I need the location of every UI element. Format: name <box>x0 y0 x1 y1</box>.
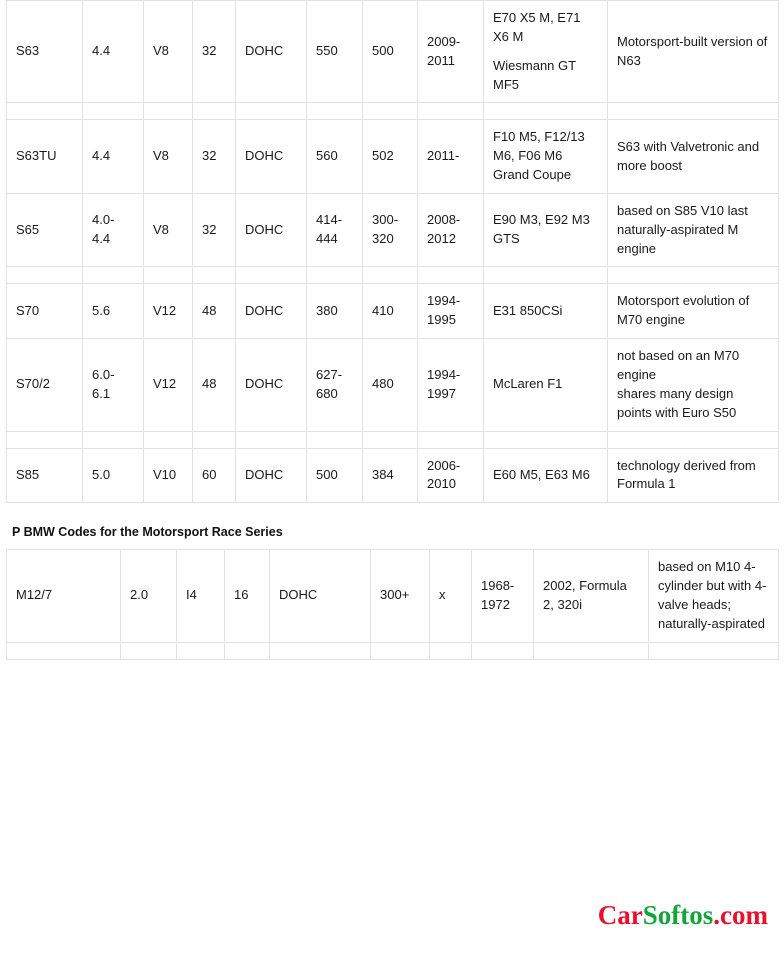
table-spacer-row <box>7 267 779 284</box>
table-row <box>7 193 779 267</box>
cell-years: 1994- 1995 <box>418 284 484 339</box>
cell-code: S70/2 <box>7 339 83 431</box>
cell-code: S65 <box>7 193 83 267</box>
cell-torque: 384 <box>363 448 418 503</box>
cell-valvetrain: DOHC <box>236 339 307 431</box>
cell-models: E90 M3, E92 M3 GTS <box>484 193 608 267</box>
cell-models: McLaren F1 <box>484 339 608 431</box>
cell-power: 550 <box>307 1 363 103</box>
cell-power: 500 <box>307 448 363 503</box>
cell-valvetrain: DOHC <box>236 193 307 267</box>
cell-layout: V12 <box>144 284 193 339</box>
cell-torque: x <box>430 550 472 642</box>
cell-valvetrain: DOHC <box>236 448 307 503</box>
cell-valvetrain: DOHC <box>236 284 307 339</box>
cell-power: 627- 680 <box>307 339 363 431</box>
table-row <box>7 284 779 339</box>
watermark-car: Car <box>597 900 643 930</box>
cell-displacement: 4.4 <box>83 120 144 194</box>
cell-valvetrain: DOHC <box>236 1 307 103</box>
cell-years: 2011- <box>418 120 484 194</box>
cell-power: 560 <box>307 120 363 194</box>
site-watermark <box>598 900 768 931</box>
table-row <box>7 339 779 431</box>
cell-displacement: 5.0 <box>83 448 144 503</box>
cell-torque: 410 <box>363 284 418 339</box>
cell-valves: 32 <box>193 120 236 194</box>
cell-notes: based on S85 V10 last naturally-aspirated M engine <box>608 193 779 267</box>
cell-layout: V12 <box>144 339 193 431</box>
bmw-engine-codes-table <box>6 0 779 503</box>
cell-valves: 48 <box>193 284 236 339</box>
cell-notes: Motorsport-built version of N63 <box>608 1 779 103</box>
cell-displacement: 5.6 <box>83 284 144 339</box>
race-series-section-title: P BMW Codes for the Motorsport Race Series <box>12 525 283 540</box>
cell-torque: 480 <box>363 339 418 431</box>
table-row <box>7 550 779 642</box>
cell-displacement: 4.4 <box>83 1 144 103</box>
cell-years: 2006- 2010 <box>418 448 484 503</box>
cell-notes: based on M10 4-cylinder but with 4-valve heads; naturally-aspirated <box>649 550 779 642</box>
cell-years: 2008- 2012 <box>418 193 484 267</box>
table-spacer-row <box>7 103 779 120</box>
cell-years: 2009- 2011 <box>418 1 484 103</box>
cell-valvetrain: DOHC <box>236 120 307 194</box>
cell-layout: V8 <box>144 193 193 267</box>
line-gap <box>493 47 598 57</box>
table-spacer-row <box>7 431 779 448</box>
cell-valvetrain: DOHC <box>270 550 371 642</box>
table-row <box>7 120 779 194</box>
cell-valves: 32 <box>193 1 236 103</box>
table-row <box>7 1 779 103</box>
cell-code: S63TU <box>7 120 83 194</box>
cell-code: M12/7 <box>7 550 121 642</box>
cell-years: 1994- 1997 <box>418 339 484 431</box>
cell-models: E60 M5, E63 M6 <box>484 448 608 503</box>
cell-power: 414- 444 <box>307 193 363 267</box>
cell-valves: 32 <box>193 193 236 267</box>
cell-power: 300+ <box>371 550 430 642</box>
watermark-dotcom: .com <box>713 900 768 930</box>
cell-models: F10 M5, F12/13 M6, F06 M6 Grand Coupe <box>484 120 608 194</box>
cell-displacement: 4.0- 4.4 <box>83 193 144 267</box>
cell-models: E31 850CSi <box>484 284 608 339</box>
cell-models: 2002, Formula 2, 320i <box>534 550 649 642</box>
cell-models: E70 X5 M, E71 X6 M Wiesmann GT MF5 <box>484 1 608 103</box>
cell-notes: not based on an M70 engine shares many design points with Euro S50 <box>608 339 779 431</box>
cell-displacement: 2.0 <box>121 550 177 642</box>
main-table-body <box>7 1 779 503</box>
cell-layout: V10 <box>144 448 193 503</box>
cell-torque: 502 <box>363 120 418 194</box>
cell-valves: 48 <box>193 339 236 431</box>
cell-notes: S63 with Valvetronic and more boost <box>608 120 779 194</box>
cell-notes: Motorsport evolution of M70 engine <box>608 284 779 339</box>
cell-torque: 300- 320 <box>363 193 418 267</box>
cell-code: S85 <box>7 448 83 503</box>
table-spacer-row <box>7 642 779 659</box>
cell-notes: technology derived from Formula 1 <box>608 448 779 503</box>
cell-layout: V8 <box>144 120 193 194</box>
watermark-softos: Softos <box>642 900 714 930</box>
bmw-race-codes-table <box>6 549 779 659</box>
cell-valves: 60 <box>193 448 236 503</box>
cell-years: 1968- 1972 <box>472 550 534 642</box>
cell-torque: 500 <box>363 1 418 103</box>
cell-layout: V8 <box>144 1 193 103</box>
cell-valves: 16 <box>225 550 270 642</box>
cell-code: S63 <box>7 1 83 103</box>
cell-displacement: 6.0- 6.1 <box>83 339 144 431</box>
table-row <box>7 448 779 503</box>
race-table-body <box>7 550 779 659</box>
cell-power: 380 <box>307 284 363 339</box>
cell-layout: I4 <box>177 550 225 642</box>
cell-code: S70 <box>7 284 83 339</box>
